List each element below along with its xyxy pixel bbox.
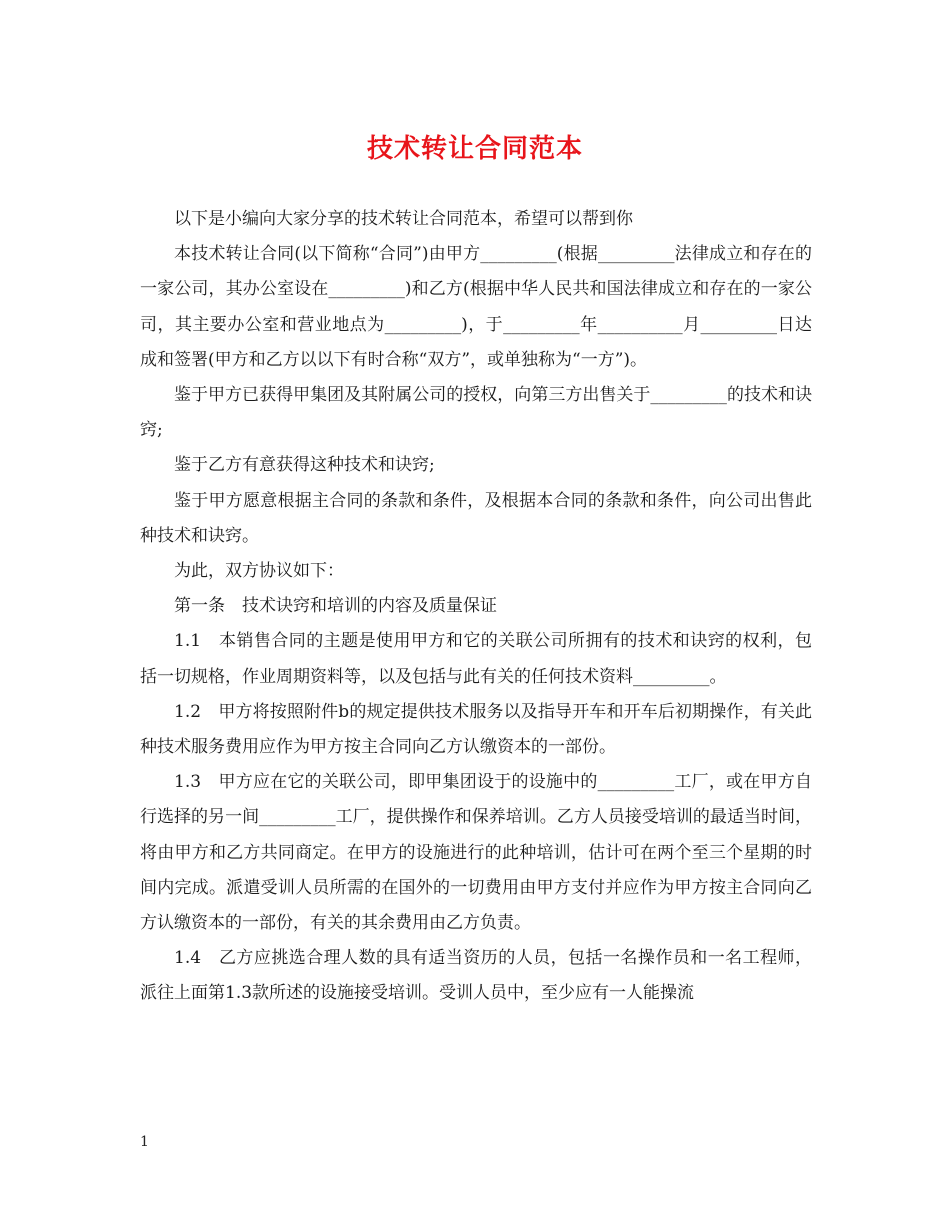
clause-1-3: 1.3 甲方应在它的关联公司，即甲集团设于的设施中的_________工厂，或在甲方自行选择的另一间_________工厂，提供操作和保养培训。乙方人员接受培训的最适当时间，将由甲方和乙方共同商定。在甲方的设施进行的此种培训，估计可在两个至三个星期的时间内完成。派遣受训人员所需的在国外的一切费用由甲方支付并应作为甲方按主合同向乙方认缴资本的一部份，有关的其余费用由乙方负责。 [140,772,812,934]
recital-paragraph-2: 鉴于乙方有意获得这种技术和诀窍; [174,455,435,476]
recital-paragraph-1: 鉴于甲方已获得甲集团及其附属公司的授权，向第三方出售关于_________的技术和诀窍; [140,385,812,441]
recital-paragraph-3: 鉴于甲方愿意根据主合同的条款和条件，及根据本合同的条款和条件，向公司出售此种技术和诀窍。 [140,490,812,546]
clause-1-1: 1.1 本销售合同的主题是使用甲方和它的关联公司所拥有的技术和诀窍的权利，包括一切规格，作业周期资料等，以及包括与此有关的任何技术资料_________。 [140,631,812,687]
page-number: 1 [140,1134,149,1150]
preamble-paragraph: 本技术转让合同(以下简称“合同”)由甲方_________(根据_________法律成立和存在的一家公司，其办公室设在_________)和乙方(根据中华人民共和国法律成立和存在的一家公司，其主要办公室和营业地点为_________)，于_________年__________月_________日达成和签署(甲方和乙方以以下有时合称“双方”，或单独称为“一方”)。 [140,244,812,370]
document-body [140,202,812,1012]
clause-1-4: 1.4 乙方应挑选合理人数的具有适当资历的人员，包括一名操作员和一名工程师，派往上面第1.3款所述的设施接受培训。受训人员中，至少应有一人能操流 [140,948,812,1004]
article-heading: 第一条 技术诀窍和培训的内容及质量保证 [174,596,497,617]
clause-1-2: 1.2 甲方将按照附件b的规定提供技术服务以及指导开车和开车后初期操作，有关此种技术服务费用应作为甲方按主合同向乙方认缴资本的一部份。 [140,701,812,758]
agreement-statement: 为此，双方协议如下： [174,561,344,582]
intro-paragraph: 以下是小编向大家分享的技术转让合同范本，希望可以帮到你 [174,209,633,229]
document-title: 技术转让合同范本 [366,134,583,164]
